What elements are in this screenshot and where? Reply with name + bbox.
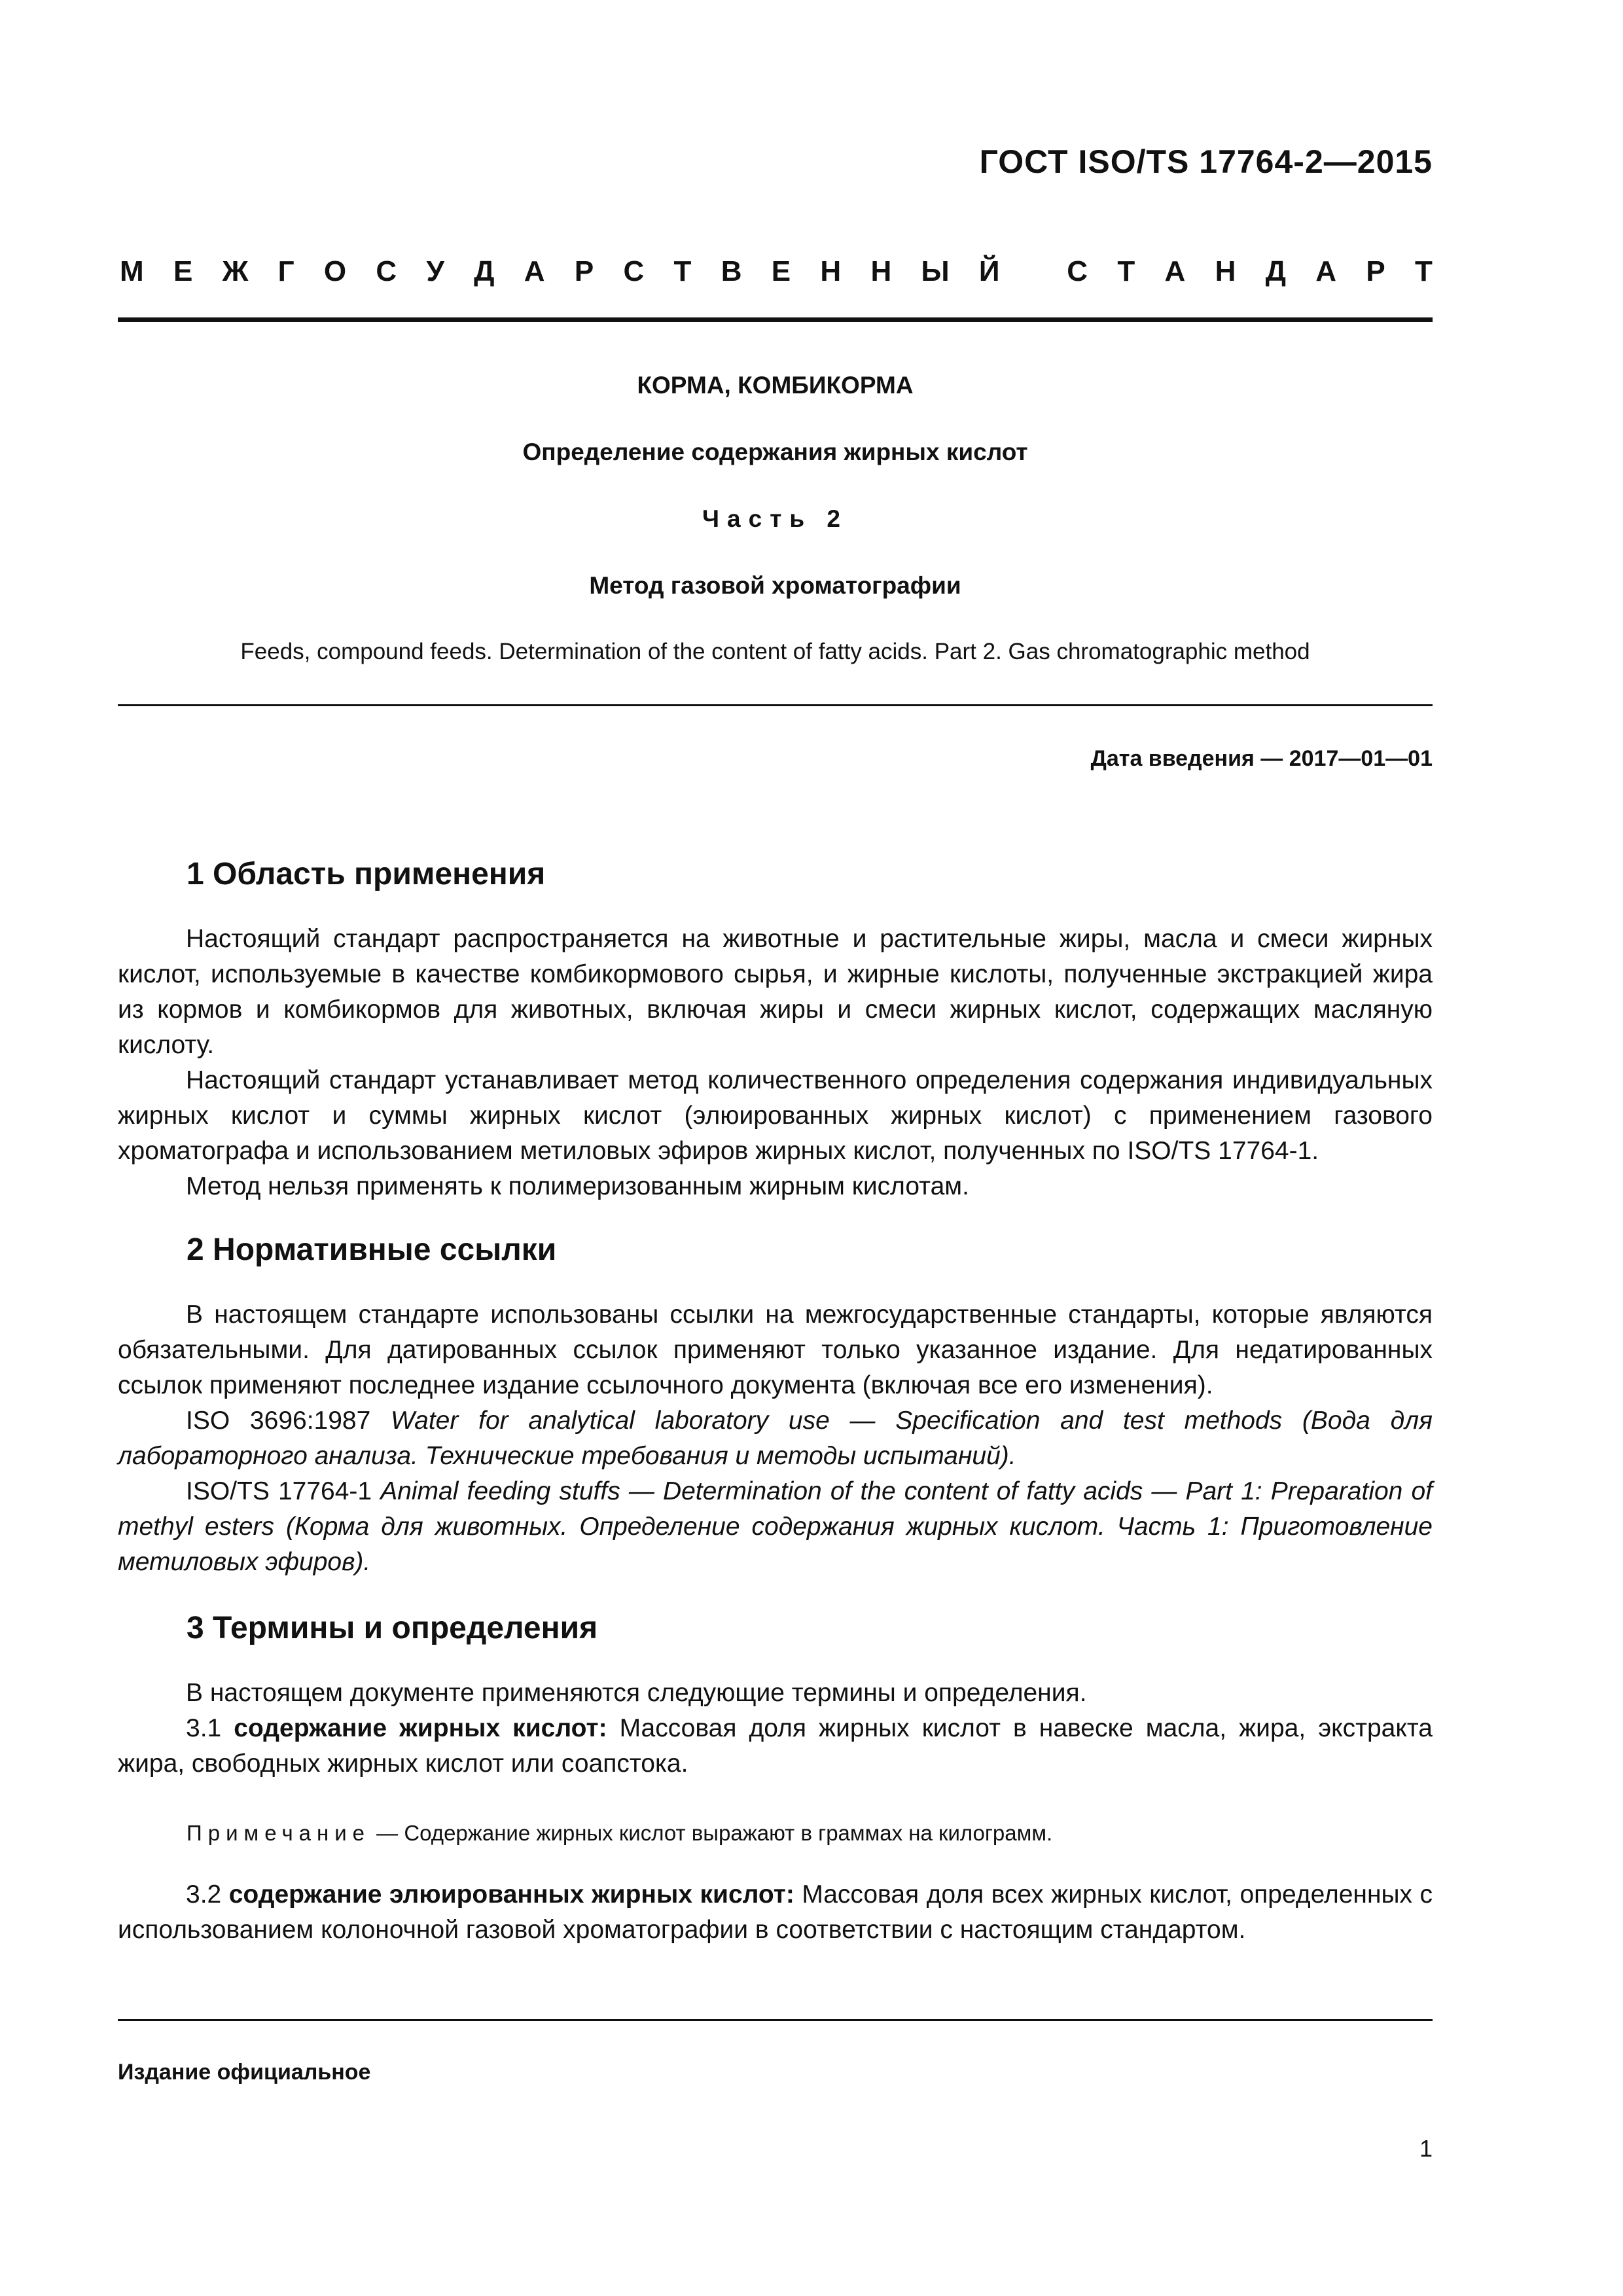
term-number: 3.2 bbox=[186, 1880, 229, 1909]
standard-type-letter: Ж bbox=[222, 255, 249, 287]
standard-type-letter: У bbox=[426, 255, 444, 287]
section-1-heading: 1 Область применения bbox=[187, 857, 546, 891]
standard-type-letter: Е bbox=[173, 255, 193, 287]
standard-type-letter: Т bbox=[1117, 255, 1135, 287]
intro-date: Дата введения — 2017—01—01 bbox=[1090, 746, 1433, 771]
section-1-paragraph: Настоящий стандарт распространяется на животные и растительные жиры, масла и смеси жирных кислот, используемые в качестве комбикормового сырья, и жирные кислоты, полученные экстракцией жира из кормов и комбикормов для животных, включая жиры и смеси жирных кислот, содержащих масляную кислоту. bbox=[118, 925, 1433, 1059]
note bbox=[187, 1821, 1052, 1846]
footer-rule bbox=[118, 2019, 1433, 2021]
term-definition bbox=[118, 1711, 1433, 1782]
standard-type-letter: Т bbox=[1415, 255, 1433, 287]
note-text: — Содержание жирных кислот выражают в граммах на килограмм. bbox=[370, 1821, 1053, 1845]
edition-label: Издание официальное bbox=[118, 2060, 371, 2085]
top-rule bbox=[118, 317, 1433, 322]
reference-item bbox=[118, 1403, 1433, 1474]
standard-type-letter: Ы bbox=[921, 255, 950, 287]
standard-type-letter: А bbox=[524, 255, 545, 287]
standard-type-letter: Н bbox=[820, 255, 842, 287]
standard-type-letter: Г bbox=[277, 255, 294, 287]
section-3-intro: В настоящем документе применяются следующие термины и определения. bbox=[186, 1679, 1087, 1707]
standard-type-heading bbox=[120, 255, 1433, 288]
term-text: Массовая доля всех жирных кислот, определенных с использованием колоночной газовой хроматографии в соответствии с настоящим стандартом. bbox=[118, 1880, 1433, 1944]
standard-type-letter: Д bbox=[474, 255, 495, 287]
page-number: 1 bbox=[1419, 2135, 1433, 2162]
title-rule bbox=[118, 704, 1433, 706]
section-2-heading: 2 Нормативные ссылки bbox=[187, 1232, 557, 1267]
term-name: содержание элюированных жирных кислот: bbox=[228, 1880, 794, 1909]
standard-type-letter: Н bbox=[870, 255, 892, 287]
standard-type-letter: С bbox=[1067, 255, 1088, 287]
section-1-body bbox=[118, 922, 1433, 1204]
standard-type-letter: Е bbox=[771, 255, 791, 287]
standard-type-letter: С bbox=[623, 255, 645, 287]
reference-item bbox=[118, 1474, 1433, 1580]
standard-type-letter: Р bbox=[574, 255, 594, 287]
term-number: 3.1 bbox=[186, 1714, 234, 1742]
section-3-body bbox=[118, 1676, 1433, 1782]
section-1-paragraph: Метод нельзя применять к полимеризованным жирным кислотам. bbox=[186, 1172, 969, 1200]
standard-type-letter: С bbox=[376, 255, 397, 287]
section-3-term-2 bbox=[118, 1877, 1433, 1948]
section-1-paragraph: Настоящий стандарт устанавливает метод количественного определения содержания индивидуальных жирных кислот и суммы жирных кислот (элюированных жирных кислот) с применением газового хроматографа и использованием метиловых эфиров жирных кислот, полученных по ISO/TS 17764-1. bbox=[118, 1066, 1433, 1165]
title-part: Часть 2 bbox=[702, 505, 848, 532]
document-number: ГОСТ ISO/TS 17764-2—2015 bbox=[979, 143, 1433, 180]
standard-type-letter: А bbox=[1315, 255, 1337, 287]
title-line-4: Метод газовой хроматографии bbox=[589, 572, 961, 599]
title-english: Feeds, compound feeds. Determination of the content of fatty acids. Part 2. Gas chromatographic method bbox=[240, 639, 1310, 664]
standard-type-letter: А bbox=[1164, 255, 1186, 287]
section-2-body bbox=[118, 1297, 1433, 1580]
section-3-heading: 3 Термины и определения bbox=[187, 1611, 598, 1645]
standard-type-letter: Н bbox=[1215, 255, 1236, 287]
standard-type-letter: Р bbox=[1366, 255, 1385, 287]
reference-title: Water for analytical laboratory use — Specification and test methods (Вода для лабораторного анализа. Технические требования и методы испытаний). bbox=[118, 1407, 1433, 1470]
term-name: содержание жирных кислот: bbox=[234, 1714, 607, 1742]
note-label: Примечание bbox=[187, 1821, 371, 1845]
section-2-paragraph: В настоящем стандарте использованы ссылки на межгосударственные стандарты, которые являются обязательными. Для датированных ссылок применяют только указанное издание. Для недатированных ссылок применяют последнее издание ссылочного документа (включая все его изменения). bbox=[118, 1300, 1433, 1399]
reference-code: ISO 3696:1987 bbox=[186, 1407, 391, 1435]
term-text: Массовая доля жирных кислот в навеске масла, жира, экстракта жира, свободных жирных кислот или соапстока. bbox=[118, 1714, 1433, 1778]
term-definition bbox=[118, 1877, 1433, 1948]
standard-type-letter: В bbox=[721, 255, 742, 287]
standard-type-letter: Д bbox=[1265, 255, 1287, 287]
title-line-2: Определение содержания жирных кислот bbox=[522, 439, 1028, 465]
title-line-1: КОРМА, КОМБИКОРМА bbox=[637, 372, 914, 399]
standard-type-letter: О bbox=[323, 255, 347, 287]
standard-type-letter: Й bbox=[978, 255, 1000, 287]
standard-type-letter: Т bbox=[673, 255, 692, 287]
reference-code: ISO/TS 17764-1 bbox=[186, 1477, 381, 1505]
standard-type-letter bbox=[1029, 255, 1037, 288]
standard-type-letter: М bbox=[120, 255, 144, 287]
reference-title: Animal feeding stuffs — Determination of the content of fatty acids — Part 1: Preparation of methyl esters (Корма для животных. Определение содержания жирных кислот. Часть 1: Приготовление метиловых эфиров). bbox=[118, 1477, 1433, 1576]
